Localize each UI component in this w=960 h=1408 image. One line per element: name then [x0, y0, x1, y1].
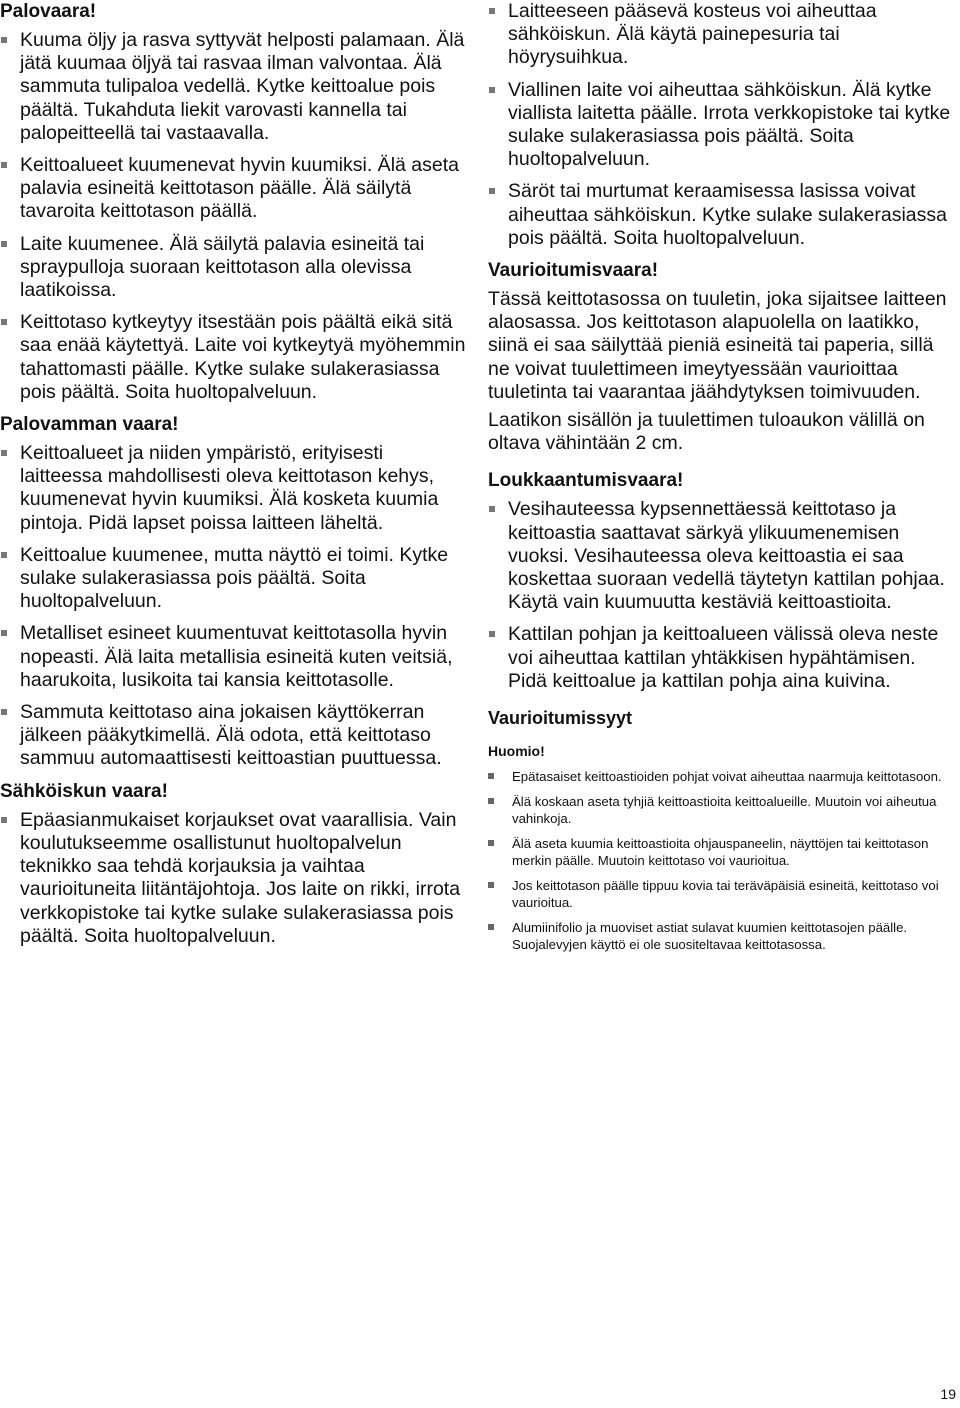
bullet-icon	[489, 631, 495, 637]
paragraph-fan-distance: Laatikon sisällön ja tuulettimen tuloaukon välillä on oltava vähintään 2 cm.	[488, 409, 925, 455]
list-item: Laite kuumenee. Älä säilytä palavia esineitä tai spraypulloja suoraan keittotason alla olevissa laatikoissa.	[0, 233, 470, 303]
bullet-icon	[1, 162, 7, 168]
bullet-icon	[1, 450, 7, 456]
list-item: Kuuma öljy ja rasva syttyvät helposti palamaan. Älä jätä kuumaa öljyä tai rasvaa ilman valvontaa. Älä sammuta tulipaloa vedellä. Kytke keittoalue pois päältä. Tukahduta liekit varovasti kannella tai palopeitteellä tai vastaavalla.	[0, 29, 470, 145]
list-item: Kattilan pohjan ja keittoalueen välissä oleva neste voi aiheuttaa kattilan yhtäkkisen hypähtämisen. Pidä keittoalue ja kattilan pohja aina kuivina.	[488, 623, 956, 693]
bullet-icon	[1, 241, 7, 247]
bullet-icon	[1, 709, 7, 715]
list-item: Viallinen laite voi aiheuttaa sähköiskun. Älä kytke viallista laitetta päälle. Irrota verkkopistoke tai kytke sulake sulakerasiassa pois päältä. Soita huoltopalveluun.	[488, 79, 956, 172]
list-item: Epätasaiset keittoastioiden pohjat voivat aiheuttaa naarmuja keittotasoon.	[488, 768, 956, 786]
bullet-icon	[1, 319, 7, 325]
paragraph-fan-warning: Tässä keittotasossa on tuuletin, joka sijaitsee laitteen alaosassa. Jos keittotason alapuolella on laatikko, siinä ei saa säilyttää pieniä esineitä tai paperia, sillä ne voivat tuulettimeen imeytyessään vaurioittaa tuuletinta tai vaarantaa jäähdytyksen toimivuuden.	[488, 288, 947, 403]
bullet-icon	[488, 882, 494, 888]
bullet-icon	[488, 798, 494, 804]
heading-loukkaantumisvaara: Loukkaantumisvaara!	[488, 470, 684, 492]
list-item: Keittotaso kytkeytyy itsestään pois päältä eikä sitä saa enää käytettyä. Laite voi kytkeytyä myöhemmin tahattomasti päälle. Kytke sulake sulakerasiassa pois päältä. Soita huoltopalveluun.	[0, 311, 470, 404]
list-item: Vesihauteessa kypsennettäessä keittotaso ja keittoastia saattavat särkyä ylikuumenemisen vuoksi. Vesihauteessa oleva keittoastia ei saa koskettaa suoraan vedellä täytetyn kattilan pohjaa. Käytä vain kuumuutta kestäviä keittoastioita.	[488, 498, 956, 614]
left-column	[0, 0, 470, 957]
heading-vaurioitumissyyt: Vaurioitumissyyt	[488, 708, 633, 729]
list-item: Alumiinifolio ja muoviset astiat sulavat kuumien keittotasojen päälle. Suojalevyjen käyttö ei ole suositeltavaa keittotasossa.	[488, 919, 956, 954]
bullet-icon	[1, 630, 7, 636]
heading-palovamman-vaara: Palovamman vaara!	[0, 414, 179, 436]
bullet-icon	[488, 840, 494, 846]
heading-palovaara: Palovaara!	[0, 1, 97, 22]
palovamman-list	[0, 442, 470, 771]
list-item: Keittoalueet ja niiden ympäristö, erityisesti laitteessa mahdollisesti oleva keittotason kehys, kuumenevat hyvin kuumiksi. Älä kosketa kuumia pintoja. Pidä lapset poissa laitteen läheltä.	[0, 442, 470, 535]
bullet-icon	[488, 773, 494, 779]
bullet-icon	[1, 37, 7, 43]
list-item: Säröt tai murtumat keraamisessa lasissa voivat aiheuttaa sähköiskun. Kytke sulake sulakerasiassa pois päältä. Soita huoltopalveluun.	[488, 180, 956, 250]
page-number: 19	[940, 1386, 956, 1402]
heading-sahkoiskun-vaara: Sähköiskun vaara!	[0, 780, 168, 802]
list-item: Laitteeseen pääsevä kosteus voi aiheuttaa sähköiskun. Älä käytä painepesuria tai höyrysuihkua.	[488, 0, 956, 70]
bullet-icon	[488, 924, 494, 930]
loukkaantumis-list	[488, 498, 956, 693]
bullet-icon	[489, 506, 495, 512]
list-item: Epäasianmukaiset korjaukset ovat vaarallisia. Vain koulutukseemme osallistunut huoltopalvelun teknikko saa tehdä korjauksia ja vaihtaa vaurioituneita liitäntäjohtoja. Jos laite on rikki, irrota verkkopistoke tai kytke sulake sulakerasiassa pois päältä. Soita huoltopalveluun.	[0, 809, 470, 948]
palovaara-list	[0, 29, 470, 404]
bullet-icon	[489, 8, 495, 14]
list-item: Älä koskaan aseta tyhjiä keittoastioita keittoalueille. Muutoin voi aiheutua vahinkoja.	[488, 793, 956, 828]
sahkoiskun-list	[0, 809, 470, 948]
heading-huomio: Huomio!	[488, 743, 545, 760]
list-item: Keittoalueet kuumenevat hyvin kuumiksi. Älä aseta palavia esineitä keittotason päälle. Älä säilytä tavaroita keittotason päällä.	[0, 154, 470, 224]
bullet-icon	[1, 552, 7, 558]
bullet-icon	[489, 188, 495, 194]
electric-shock-list	[488, 0, 956, 250]
right-column	[488, 0, 956, 961]
list-item: Älä aseta kuumia keittoastioita ohjauspaneelin, näyttöjen tai keittotason merkin päälle. Muutoin keittotaso voi vaurioitua.	[488, 835, 956, 870]
heading-vaurioitumisvaara: Vaurioitumisvaara!	[488, 260, 659, 282]
list-item: Metalliset esineet kuumentuvat keittotasolla hyvin nopeasti. Älä laita metallisia esineitä kuten veitsiä, haarukoita, lusikoita tai kansia keittotasolle.	[0, 622, 470, 692]
list-item: Sammuta keittotaso aina jokaisen käyttökerran jälkeen pääkytkimellä. Älä odota, että keittotaso sammuu automaattisesti keittoastian puuttuessa.	[0, 701, 470, 771]
huomio-list	[488, 768, 956, 954]
list-item: Keittoalue kuumenee, mutta näyttö ei toimi. Kytke sulake sulakerasiassa pois päältä. Soita huoltopalveluun.	[0, 544, 470, 614]
list-item: Jos keittotason päälle tippuu kovia tai teräväpäisiä esineitä, keittotaso voi vaurioitua.	[488, 877, 956, 912]
bullet-icon	[1, 817, 7, 823]
bullet-icon	[489, 87, 495, 93]
